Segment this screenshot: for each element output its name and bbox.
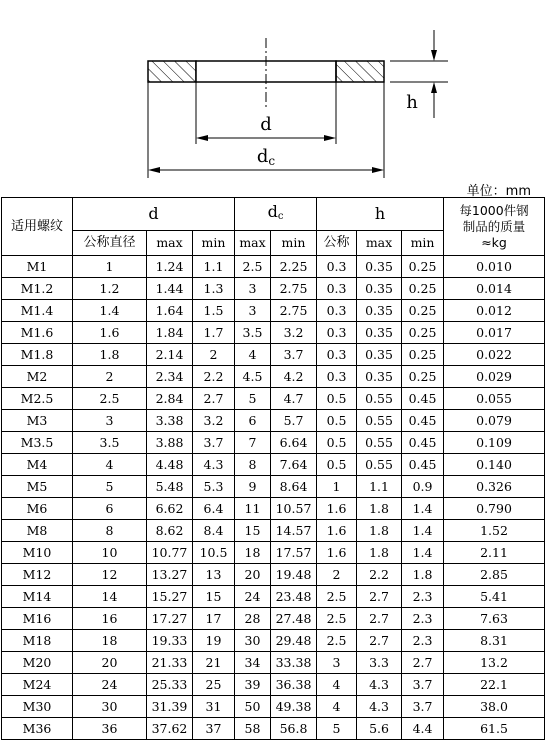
header-thread: 适用螺纹 (2, 198, 73, 256)
cell-mass: 0.079 (444, 410, 545, 432)
cell-thread: M12 (2, 564, 73, 586)
cell-d-nominal: 20 (73, 652, 147, 674)
cell-h-max: 2.7 (357, 608, 402, 630)
cell-dc-max: 24 (235, 586, 271, 608)
cell-mass: 0.022 (444, 344, 545, 366)
cell-d-max: 1.24 (147, 256, 193, 278)
cell-h-max: 2.2 (357, 564, 402, 586)
table-header-row-1 (2, 198, 545, 231)
cell-dc-max: 4 (235, 344, 271, 366)
cell-d-min: 31 (193, 696, 235, 718)
cell-d-nominal: 8 (73, 520, 147, 542)
cell-dc-min: 8.64 (271, 476, 317, 498)
cell-d-min: 1.1 (193, 256, 235, 278)
cell-h-nominal: 2.5 (317, 630, 357, 652)
cell-h-max: 5.6 (357, 718, 402, 740)
header-d: d (73, 198, 235, 231)
table-row (2, 322, 545, 344)
cell-mass: 0.109 (444, 432, 545, 454)
cell-dc-min: 3.2 (271, 322, 317, 344)
cell-mass: 0.055 (444, 388, 545, 410)
cell-d-nominal: 16 (73, 608, 147, 630)
cell-d-max: 8.62 (147, 520, 193, 542)
cell-h-min: 0.25 (402, 344, 444, 366)
cell-h-max: 2.7 (357, 586, 402, 608)
cell-h-min: 1.8 (402, 564, 444, 586)
cell-dc-max: 18 (235, 542, 271, 564)
cell-dc-min: 2.75 (271, 300, 317, 322)
cell-dc-min: 36.38 (271, 674, 317, 696)
cell-mass: 7.63 (444, 608, 545, 630)
table-row (2, 696, 545, 718)
cell-dc-max: 3.5 (235, 322, 271, 344)
cell-h-max: 0.55 (357, 410, 402, 432)
cell-dc-min: 19.48 (271, 564, 317, 586)
cell-dc-max: 15 (235, 520, 271, 542)
table-row (2, 608, 545, 630)
cell-h-min: 0.9 (402, 476, 444, 498)
cell-h-min: 1.4 (402, 498, 444, 520)
cell-h-nominal: 0.5 (317, 388, 357, 410)
cell-dc-max: 34 (235, 652, 271, 674)
cell-mass: 1.52 (444, 520, 545, 542)
table-body (2, 256, 545, 740)
table-row (2, 520, 545, 542)
cell-h-max: 0.35 (357, 322, 402, 344)
cell-mass: 22.1 (444, 674, 545, 696)
table-row (2, 652, 545, 674)
table-row (2, 432, 545, 454)
cell-d-max: 3.88 (147, 432, 193, 454)
header-dc-max: max (235, 231, 271, 256)
cell-h-nominal: 2 (317, 564, 357, 586)
cell-h-min: 0.45 (402, 410, 444, 432)
washer-drawing (0, 0, 545, 185)
header-h-min: min (402, 231, 444, 256)
cell-h-nominal: 1.6 (317, 542, 357, 564)
cell-h-nominal: 0.3 (317, 278, 357, 300)
header-d-max: max (147, 231, 193, 256)
cell-mass: 0.017 (444, 322, 545, 344)
cell-h-nominal: 0.3 (317, 300, 357, 322)
cell-thread: M6 (2, 498, 73, 520)
cell-d-min: 19 (193, 630, 235, 652)
cell-h-max: 0.35 (357, 278, 402, 300)
cell-d-min: 5.3 (193, 476, 235, 498)
cell-h-nominal: 3 (317, 652, 357, 674)
cell-d-nominal: 30 (73, 696, 147, 718)
washer-spec-table (1, 197, 545, 740)
cell-d-max: 13.27 (147, 564, 193, 586)
cell-dc-max: 58 (235, 718, 271, 740)
cell-h-max: 0.35 (357, 300, 402, 322)
cell-d-min: 8.4 (193, 520, 235, 542)
cell-d-min: 17 (193, 608, 235, 630)
header-h: h (317, 198, 444, 231)
cell-d-min: 37 (193, 718, 235, 740)
cell-dc-min: 6.64 (271, 432, 317, 454)
cell-d-max: 1.84 (147, 322, 193, 344)
cell-h-max: 0.35 (357, 366, 402, 388)
cell-thread: M1 (2, 256, 73, 278)
cell-h-min: 1.4 (402, 520, 444, 542)
cell-thread: M2.5 (2, 388, 73, 410)
cell-mass: 0.012 (444, 300, 545, 322)
cell-dc-max: 2.5 (235, 256, 271, 278)
cell-d-nominal: 3.5 (73, 432, 147, 454)
cell-h-min: 3.7 (402, 696, 444, 718)
table-row (2, 564, 545, 586)
cell-h-max: 1.8 (357, 498, 402, 520)
cell-mass: 38.0 (444, 696, 545, 718)
cell-h-max: 3.3 (357, 652, 402, 674)
cell-mass: 2.11 (444, 542, 545, 564)
cell-d-nominal: 1.2 (73, 278, 147, 300)
cell-d-max: 2.84 (147, 388, 193, 410)
cell-dc-min: 2.25 (271, 256, 317, 278)
cell-h-nominal: 0.3 (317, 366, 357, 388)
header-dc: $d_c$ (235, 198, 317, 231)
cell-dc-min: 23.48 (271, 586, 317, 608)
cell-d-nominal: 4 (73, 454, 147, 476)
cell-h-nominal: 5 (317, 718, 357, 740)
cell-d-max: 4.48 (147, 454, 193, 476)
cell-h-min: 0.25 (402, 322, 444, 344)
cell-d-min: 4.3 (193, 454, 235, 476)
cell-d-min: 1.7 (193, 322, 235, 344)
cell-d-nominal: 2 (73, 366, 147, 388)
cell-d-max: 1.64 (147, 300, 193, 322)
cell-dc-min: 4.2 (271, 366, 317, 388)
cell-d-nominal: 18 (73, 630, 147, 652)
header-h-max: max (357, 231, 402, 256)
cell-d-min: 21 (193, 652, 235, 674)
cell-h-min: 0.45 (402, 388, 444, 410)
cell-d-max: 2.14 (147, 344, 193, 366)
cell-d-min: 3.2 (193, 410, 235, 432)
table-row (2, 630, 545, 652)
cell-h-nominal: 2.5 (317, 608, 357, 630)
cell-h-nominal: 0.5 (317, 454, 357, 476)
cell-thread: M1.8 (2, 344, 73, 366)
cell-d-max: 2.34 (147, 366, 193, 388)
cell-h-max: 1.8 (357, 542, 402, 564)
cell-h-min: 0.25 (402, 366, 444, 388)
cell-dc-min: 56.8 (271, 718, 317, 740)
cell-h-max: 4.3 (357, 674, 402, 696)
table-row (2, 278, 545, 300)
cell-d-max: 1.44 (147, 278, 193, 300)
dimension-h-label: h (406, 92, 418, 113)
dimension-d (196, 82, 336, 144)
cell-h-nominal: 0.3 (317, 344, 357, 366)
cell-dc-min: 29.48 (271, 630, 317, 652)
unit-label: 单位：mm (466, 184, 531, 199)
cell-d-min: 10.5 (193, 542, 235, 564)
cell-d-nominal: 1.8 (73, 344, 147, 366)
cell-h-min: 1.4 (402, 542, 444, 564)
cell-dc-max: 28 (235, 608, 271, 630)
cell-h-min: 2.3 (402, 586, 444, 608)
cell-d-max: 19.33 (147, 630, 193, 652)
cell-mass: 13.2 (444, 652, 545, 674)
cell-mass: 2.85 (444, 564, 545, 586)
cell-dc-min: 5.7 (271, 410, 317, 432)
cell-d-nominal: 1.4 (73, 300, 147, 322)
table-row (2, 388, 545, 410)
cell-d-max: 6.62 (147, 498, 193, 520)
table-row (2, 366, 545, 388)
dimension-h (390, 30, 448, 118)
dimension-dc-label: dc (256, 146, 276, 168)
cell-dc-max: 39 (235, 674, 271, 696)
cell-d-max: 21.33 (147, 652, 193, 674)
cell-d-nominal: 1.6 (73, 322, 147, 344)
cell-d-min: 1.5 (193, 300, 235, 322)
cell-h-nominal: 2.5 (317, 586, 357, 608)
cell-dc-min: 33.38 (271, 652, 317, 674)
cell-mass: 5.41 (444, 586, 545, 608)
cell-h-min: 0.45 (402, 432, 444, 454)
cell-h-nominal: 4 (317, 674, 357, 696)
cell-dc-max: 50 (235, 696, 271, 718)
header-h-nominal: 公称 (317, 231, 357, 256)
cell-h-max: 1.8 (357, 520, 402, 542)
cell-dc-max: 20 (235, 564, 271, 586)
cell-h-min: 0.25 (402, 278, 444, 300)
cell-thread: M30 (2, 696, 73, 718)
header-mass: 每1000件钢 制品的质量 ≈kg (444, 198, 545, 256)
cell-thread: M8 (2, 520, 73, 542)
cell-thread: M20 (2, 652, 73, 674)
cell-dc-max: 3 (235, 300, 271, 322)
table-row (2, 476, 545, 498)
cell-d-nominal: 36 (73, 718, 147, 740)
cell-h-min: 3.7 (402, 674, 444, 696)
cell-thread: M16 (2, 608, 73, 630)
cell-mass: 0.010 (444, 256, 545, 278)
cell-dc-min: 17.57 (271, 542, 317, 564)
cell-dc-min: 7.64 (271, 454, 317, 476)
table-row (2, 674, 545, 696)
cell-d-nominal: 12 (73, 564, 147, 586)
cell-d-min: 6.4 (193, 498, 235, 520)
cell-d-max: 25.33 (147, 674, 193, 696)
cell-thread: M10 (2, 542, 73, 564)
cell-h-nominal: 4 (317, 696, 357, 718)
cell-thread: M18 (2, 630, 73, 652)
cell-dc-min: 10.57 (271, 498, 317, 520)
cell-d-min: 15 (193, 586, 235, 608)
dimension-d-label: d (260, 114, 272, 135)
cell-dc-max: 9 (235, 476, 271, 498)
cell-thread: M5 (2, 476, 73, 498)
cell-thread: M1.4 (2, 300, 73, 322)
table-row (2, 256, 545, 278)
cell-dc-max: 8 (235, 454, 271, 476)
table-row (2, 454, 545, 476)
cell-d-min: 3.7 (193, 432, 235, 454)
cell-dc-min: 3.7 (271, 344, 317, 366)
cell-thread: M2 (2, 366, 73, 388)
table-row (2, 586, 545, 608)
cell-h-max: 0.35 (357, 344, 402, 366)
header-d-nominal: 公称直径 (73, 231, 147, 256)
cell-mass: 0.014 (444, 278, 545, 300)
cell-h-max: 0.35 (357, 256, 402, 278)
cell-h-nominal: 1 (317, 476, 357, 498)
cell-d-max: 37.62 (147, 718, 193, 740)
cell-dc-max: 30 (235, 630, 271, 652)
cell-dc-min: 4.7 (271, 388, 317, 410)
header-dc-min: min (271, 231, 317, 256)
cell-h-nominal: 0.5 (317, 410, 357, 432)
cell-h-min: 4.4 (402, 718, 444, 740)
cell-h-min: 2.3 (402, 630, 444, 652)
table-row (2, 542, 545, 564)
cell-d-nominal: 2.5 (73, 388, 147, 410)
cell-dc-max: 11 (235, 498, 271, 520)
cell-h-min: 2.7 (402, 652, 444, 674)
cell-h-max: 4.3 (357, 696, 402, 718)
cell-d-max: 31.39 (147, 696, 193, 718)
cell-d-nominal: 6 (73, 498, 147, 520)
cell-d-max: 10.77 (147, 542, 193, 564)
cell-dc-max: 4.5 (235, 366, 271, 388)
cell-d-max: 15.27 (147, 586, 193, 608)
cell-dc-min: 49.38 (271, 696, 317, 718)
cell-dc-max: 3 (235, 278, 271, 300)
table-row (2, 410, 545, 432)
cell-h-nominal: 0.3 (317, 256, 357, 278)
cell-h-max: 1.1 (357, 476, 402, 498)
cell-mass: 8.31 (444, 630, 545, 652)
cell-d-min: 1.3 (193, 278, 235, 300)
cell-h-max: 0.55 (357, 388, 402, 410)
table-row (2, 344, 545, 366)
cell-thread: M14 (2, 586, 73, 608)
cell-d-min: 2.7 (193, 388, 235, 410)
cell-h-max: 0.55 (357, 454, 402, 476)
cell-thread: M3.5 (2, 432, 73, 454)
cell-mass: 61.5 (444, 718, 545, 740)
cell-mass: 0.029 (444, 366, 545, 388)
cell-d-nominal: 3 (73, 410, 147, 432)
cell-d-nominal: 1 (73, 256, 147, 278)
cell-thread: M4 (2, 454, 73, 476)
cell-h-min: 0.45 (402, 454, 444, 476)
cell-dc-max: 7 (235, 432, 271, 454)
cell-dc-max: 5 (235, 388, 271, 410)
header-d-min: min (193, 231, 235, 256)
cell-d-nominal: 24 (73, 674, 147, 696)
cell-h-max: 0.55 (357, 432, 402, 454)
table-row (2, 498, 545, 520)
cell-thread: M1.2 (2, 278, 73, 300)
cell-d-max: 5.48 (147, 476, 193, 498)
cell-h-nominal: 1.6 (317, 498, 357, 520)
cell-thread: M24 (2, 674, 73, 696)
cell-h-nominal: 1.6 (317, 520, 357, 542)
cell-thread: M36 (2, 718, 73, 740)
cell-thread: M1.6 (2, 322, 73, 344)
table-row (2, 718, 545, 740)
cell-d-nominal: 5 (73, 476, 147, 498)
cell-thread: M3 (2, 410, 73, 432)
cell-d-min: 2.2 (193, 366, 235, 388)
cell-dc-max: 6 (235, 410, 271, 432)
cell-mass: 0.326 (444, 476, 545, 498)
cell-d-min: 2 (193, 344, 235, 366)
cell-d-max: 17.27 (147, 608, 193, 630)
cell-h-nominal: 0.3 (317, 322, 357, 344)
cell-h-nominal: 0.5 (317, 432, 357, 454)
cell-d-max: 3.38 (147, 410, 193, 432)
table-row (2, 300, 545, 322)
cell-h-max: 2.7 (357, 630, 402, 652)
cell-d-min: 25 (193, 674, 235, 696)
cell-mass: 0.790 (444, 498, 545, 520)
cell-dc-min: 27.48 (271, 608, 317, 630)
cell-d-min: 13 (193, 564, 235, 586)
cell-dc-min: 14.57 (271, 520, 317, 542)
cell-h-min: 0.25 (402, 256, 444, 278)
cell-dc-min: 2.75 (271, 278, 317, 300)
cell-mass: 0.140 (444, 454, 545, 476)
cell-d-nominal: 14 (73, 586, 147, 608)
cell-h-min: 0.25 (402, 300, 444, 322)
cell-h-min: 2.3 (402, 608, 444, 630)
cell-d-nominal: 10 (73, 542, 147, 564)
